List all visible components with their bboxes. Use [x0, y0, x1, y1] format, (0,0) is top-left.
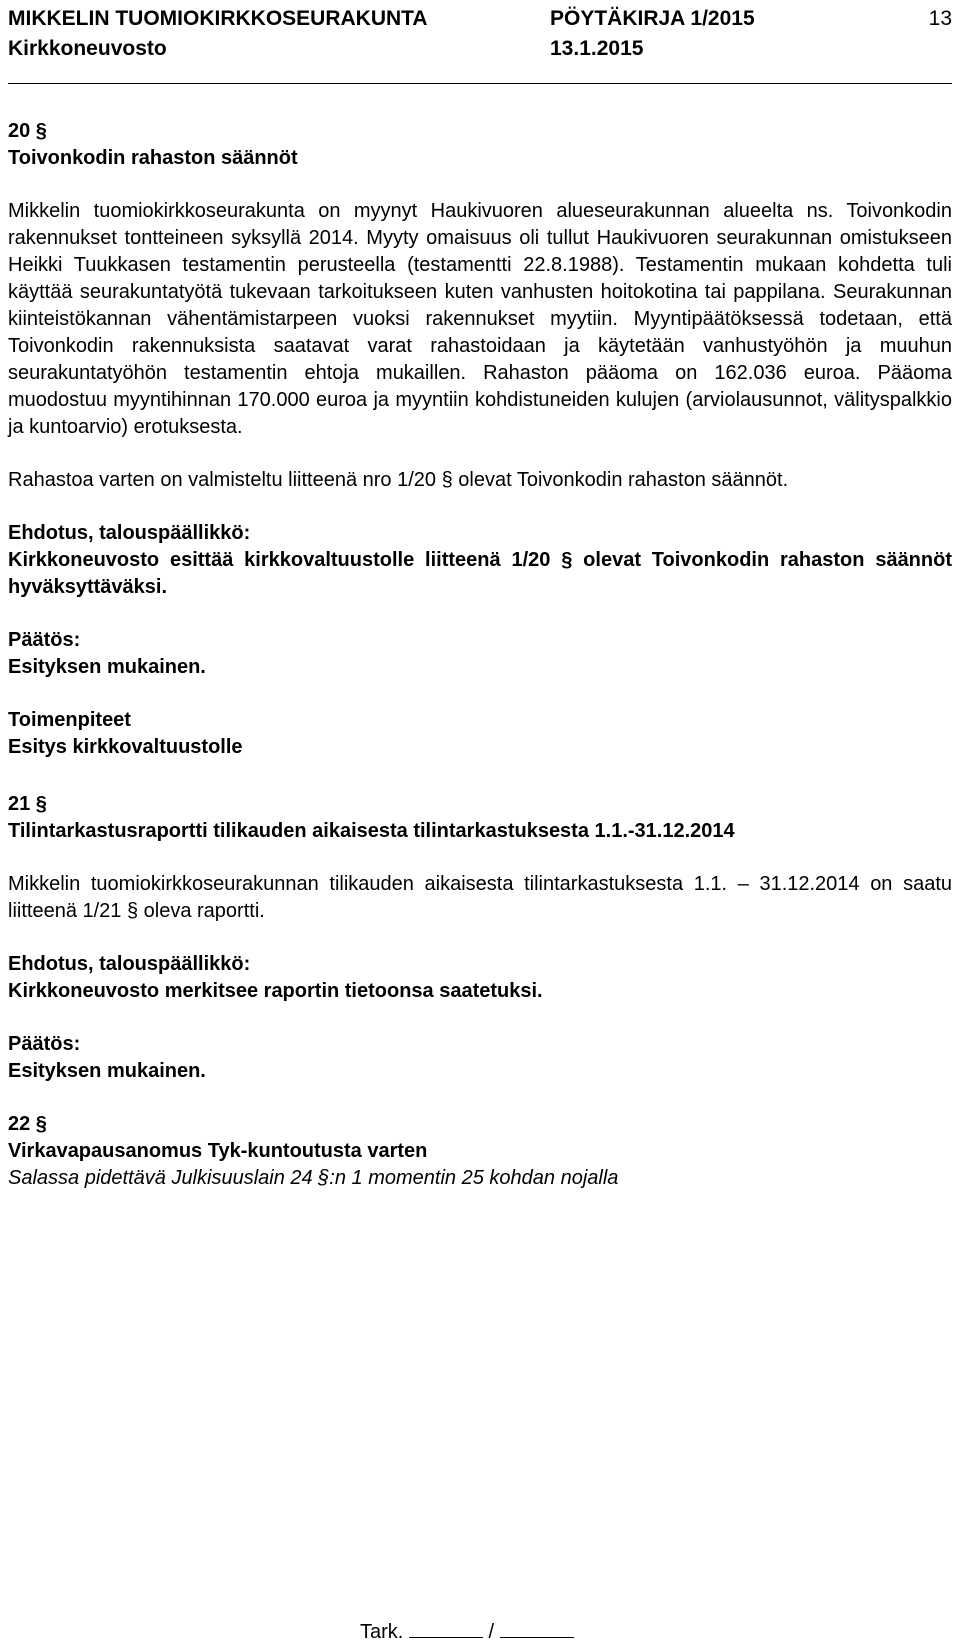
section-20: [8, 118, 952, 761]
section-number: 21 §: [8, 793, 47, 815]
section-subtitle: Salassa pidettävä Julkisuuslain 24 §:n 1 momentin 25 kohdan nojalla: [8, 1167, 619, 1189]
section-body-2: Rahastoa varten on valmisteltu liitteenä nro 1/20 § olevat Toivonkodin rahaston säännöt.: [8, 469, 789, 491]
page-header: [8, 4, 952, 64]
section-title: Tilintarkastusraportti tilikauden aikaisesta tilintarkastuksesta 1.1.-31.12.2014: [8, 820, 735, 842]
proposal-text: Kirkkoneuvosto merkitsee raportin tietoonsa saatetuksi.: [8, 980, 543, 1002]
proposal-label: Ehdotus, talouspäällikkö:: [8, 953, 251, 975]
initials-blank-1: [409, 1621, 483, 1638]
organization-name: MIKKELIN TUOMIOKIRKKOSEURAKUNTA: [8, 7, 428, 30]
section-title: Virkavapausanomus Tyk-kuntoutusta varten: [8, 1140, 428, 1162]
actions-text: Esitys kirkkovaltuustolle: [8, 736, 243, 758]
body-name: Kirkkoneuvosto: [8, 37, 167, 60]
meeting-date: 13.1.2015: [550, 37, 644, 60]
actions-label: Toimenpiteet: [8, 709, 131, 731]
decision-text: Esityksen mukainen.: [8, 1060, 206, 1082]
page-number: 13: [928, 7, 952, 30]
decision-label: Päätös:: [8, 629, 81, 651]
page-footer: [360, 1620, 574, 1644]
section-number: 22 §: [8, 1113, 47, 1135]
section-number: 20 §: [8, 120, 47, 142]
section-body: Mikkelin tuomiokirkkoseurakunta on myynyt Haukivuoren alueseurakunnan alueelta ns. Toivonkodin rakennukset tontteineen syksyllä 2014. Myyty omaisuus oli tullut Haukivuoren seurakunnan omistukseen Heikki Tuukkasen testamentin perusteella (testamentti 22.8.1988). Testamentin mukaan kohdetta tuli käyttää seurakuntatyötä tukevaan tarkoitukseen kuten vanhusten hoitokotina tai pappilana. Seurakunnan kiinteistökannan vähentämistarpeen vuoksi rakennukset myytiin. Myyntipäätöksessä todetaan, että Toivonkodin rakennuksista saatavat varat rahastoidaan ja käytetään vanhustyöhön ja muuhun seurakuntatyöhön testamentin ehtoja mukaillen. Rahaston pääoma on 162.036 euroa. Pääoma muodostuu myyntihinnan 170.000 euroa ja myyntiin kohdistuneiden kulujen (arviolausunnot, välityspalkkio ja kuntoarvio) erotuksesta.: [8, 200, 952, 438]
decision-text: Esityksen mukainen.: [8, 656, 206, 678]
section-22: [8, 1111, 952, 1192]
initials-separator: /: [488, 1621, 495, 1643]
minutes-content: [8, 118, 952, 1192]
document-title: PÖYTÄKIRJA 1/2015: [550, 7, 755, 30]
section-21: [8, 791, 952, 1085]
decision-label: Päätös:: [8, 1033, 81, 1055]
initials-blank-2: [500, 1621, 574, 1638]
section-body: Mikkelin tuomiokirkkoseurakunnan tilikauden aikaisesta tilintarkastuksesta 1.1. – 31.12.2014 on saatu liitteenä 1/21 § oleva raportti.: [8, 873, 952, 922]
section-title: Toivonkodin rahaston säännöt: [8, 147, 298, 169]
proposal-label: Ehdotus, talouspäällikkö:: [8, 522, 251, 544]
checked-label: Tark.: [360, 1621, 404, 1643]
header-divider: [8, 83, 952, 84]
proposal-text: Kirkkoneuvosto esittää kirkkovaltuustolle liitteenä 1/20 § olevat Toivonkodin rahaston säännöt hyväksyttäväksi.: [8, 549, 952, 598]
